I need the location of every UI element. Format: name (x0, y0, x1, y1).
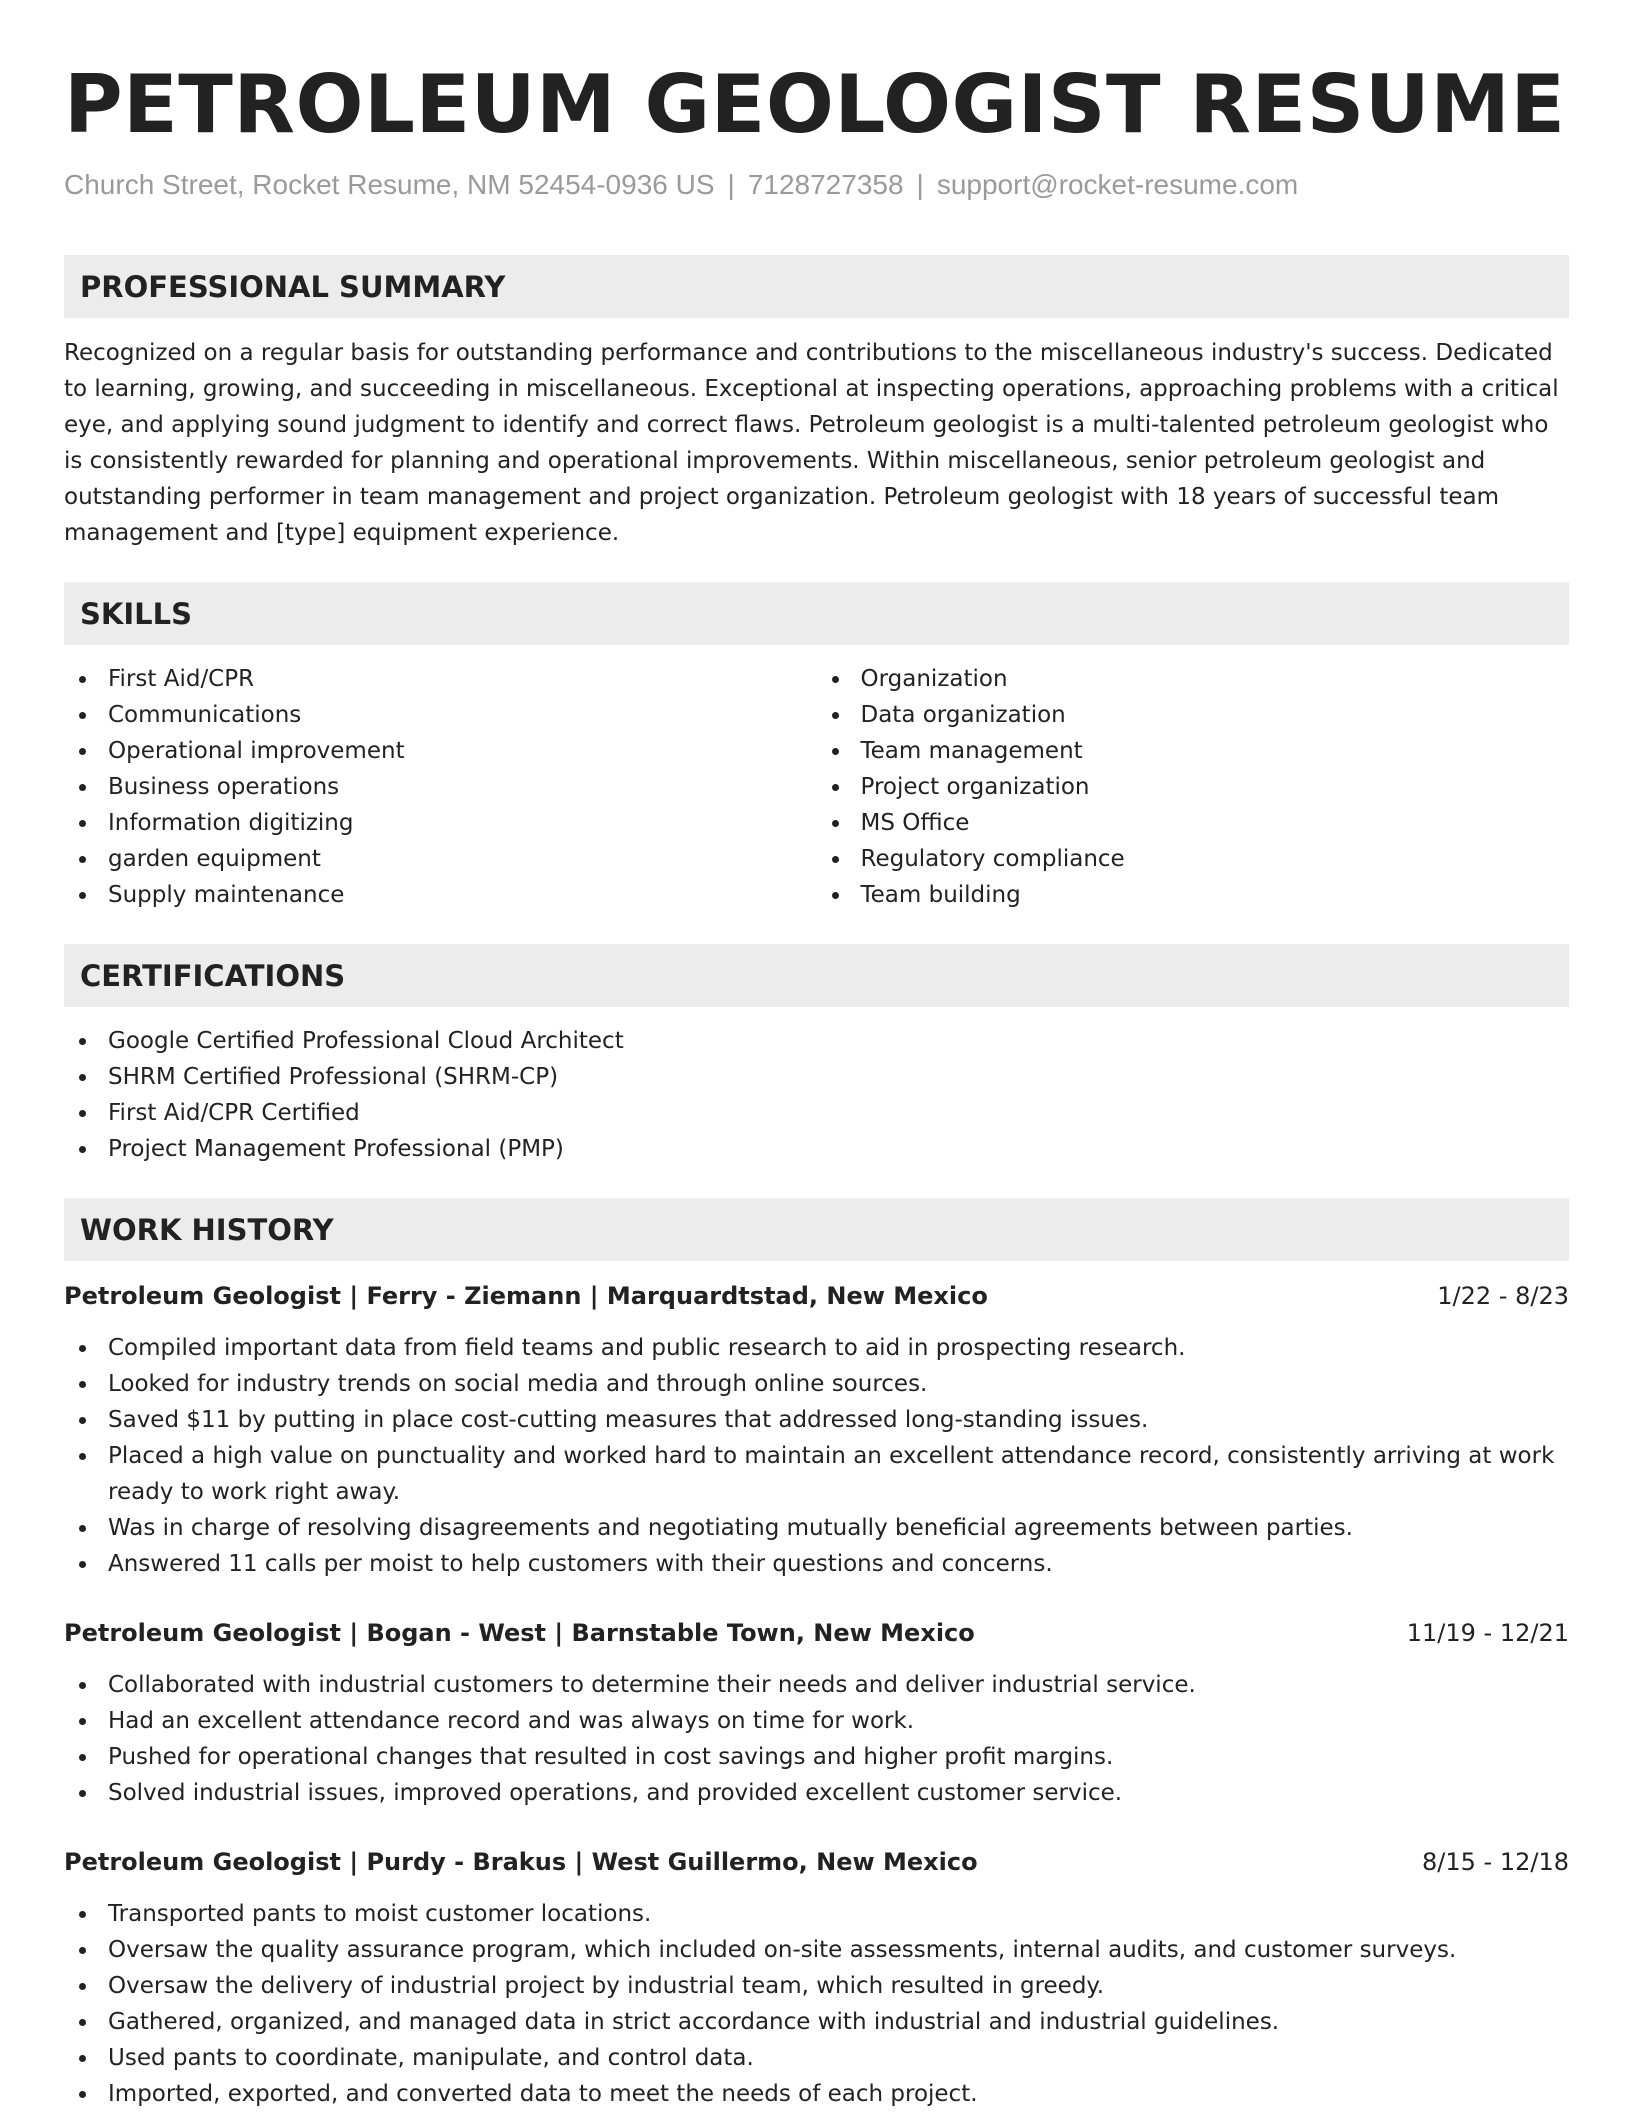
summary-text: Recognized on a regular basis for outstanding performance and contributions to the miscellaneous industry's success. Dedicated to learning, growing, and succeeding in miscellaneous. Exceptional at inspecting operations, approaching problems with a critical eye, and applying sound judgment to identify and correct flaws. Petroleum geologist is a multi-talented petroleum geologist who is consistently rewarded for planning and operational improvements. Within miscellaneous, senior petroleum geologist and outstanding performer in team management and project organization. Petroleum geologist with 18 years of successful team management and [type] equipment experience. (64, 340, 1559, 546)
contact-phone: 7128727358 (747, 169, 904, 200)
contact-line (64, 168, 1569, 202)
job-bullet: Placed a high value on punctuality and worked hard to maintain an excellent attendance record, consistently arriving at work ready to work right away. (64, 1438, 1569, 1510)
job-dates: 1/22 - 8/23 (1437, 1282, 1569, 1310)
job-bullet: Imported, exported, and converted data to meet the needs of each project. (64, 2076, 1569, 2112)
skill-item: Supply maintenance (64, 877, 817, 913)
skill-item: Data organization (817, 697, 1570, 733)
skill-item: Organization (817, 661, 1570, 697)
job-dates: 8/15 - 12/18 (1422, 1848, 1569, 1876)
job-header (64, 1278, 1569, 1314)
job-bullet: Answered 11 calls per moist to help customers with their questions and concerns. (64, 1546, 1569, 1582)
job-bullet: Gathered, organized, and managed data in strict accordance with industrial and industrial guidelines. (64, 2004, 1569, 2040)
job-bullets (64, 1667, 1569, 1811)
certification-item: Project Management Professional (PMP) (64, 1131, 1569, 1167)
job-header (64, 1844, 1569, 1880)
contact-email: support@rocket-resume.com (936, 169, 1299, 200)
section-heading-summary: PROFESSIONAL SUMMARY (64, 255, 1569, 318)
skill-item: Operational improvement (64, 733, 817, 769)
job-bullets (64, 1896, 1569, 2112)
skill-item: Communications (64, 697, 817, 733)
job-bullet: Pushed for operational changes that resulted in cost savings and higher profit margins. (64, 1739, 1569, 1775)
contact-address: Church Street, Rocket Resume, NM 52454-0936 US (64, 169, 715, 200)
professional-summary-section (64, 255, 1569, 551)
certifications-list (64, 1023, 1569, 1167)
job-entry (64, 1615, 1569, 1811)
skill-item: Business operations (64, 769, 817, 805)
job-bullet: Looked for industry trends on social media and through online sources. (64, 1366, 1569, 1402)
skills-list-left (64, 661, 817, 913)
skill-item: Team management (817, 733, 1570, 769)
contact-separator: | (727, 169, 735, 200)
skills-columns (64, 661, 1569, 913)
job-bullet: Solved industrial issues, improved operations, and provided excellent customer service. (64, 1775, 1569, 1811)
job-header (64, 1615, 1569, 1651)
skills-list-right (817, 661, 1570, 913)
job-bullet: Oversaw the delivery of industrial project by industrial team, which resulted in greedy. (64, 1968, 1569, 2004)
job-bullets (64, 1330, 1569, 1582)
skill-item: MS Office (817, 805, 1570, 841)
skill-item: Team building (817, 877, 1570, 913)
section-heading-certifications: CERTIFICATIONS (64, 944, 1569, 1007)
skill-item: Project organization (817, 769, 1570, 805)
job-bullet: Used pants to coordinate, manipulate, and control data. (64, 2040, 1569, 2076)
job-bullet: Collaborated with industrial customers to determine their needs and deliver industrial service. (64, 1667, 1569, 1703)
certification-item: SHRM Certified Professional (SHRM-CP) (64, 1059, 1569, 1095)
skills-section (64, 582, 1569, 913)
skill-item: garden equipment (64, 841, 817, 877)
job-bullet: Transported pants to moist customer locations. (64, 1896, 1569, 1932)
resume-title: PETROLEUM GEOLOGIST RESUME (64, 58, 1566, 151)
section-heading-skills: SKILLS (64, 582, 1569, 645)
job-title: Petroleum Geologist | Bogan - West | Barnstable Town, New Mexico (64, 1619, 975, 1647)
skill-item: First Aid/CPR (64, 661, 817, 697)
job-title: Petroleum Geologist | Purdy - Brakus | West Guillermo, New Mexico (64, 1848, 978, 1876)
skill-item: Regulatory compliance (817, 841, 1570, 877)
job-entry (64, 1278, 1569, 1582)
job-bullet: Was in charge of resolving disagreements and negotiating mutually beneficial agreements between parties. (64, 1510, 1569, 1546)
certification-item: Google Certified Professional Cloud Architect (64, 1023, 1569, 1059)
job-bullet: Saved $11 by putting in place cost-cutting measures that addressed long-standing issues. (64, 1402, 1569, 1438)
job-bullet: Oversaw the quality assurance program, which included on-site assessments, internal audits, and customer surveys. (64, 1932, 1569, 1968)
job-title: Petroleum Geologist | Ferry - Ziemann | Marquardtstad, New Mexico (64, 1282, 988, 1310)
job-dates: 11/19 - 12/21 (1406, 1619, 1569, 1647)
job-bullet: Had an excellent attendance record and was always on time for work. (64, 1703, 1569, 1739)
certifications-section (64, 944, 1569, 1167)
work-history-section (64, 1198, 1569, 2112)
certification-item: First Aid/CPR Certified (64, 1095, 1569, 1131)
job-bullet: Compiled important data from field teams and public research to aid in prospecting research. (64, 1330, 1569, 1366)
job-entry (64, 1844, 1569, 2112)
contact-separator: | (916, 169, 924, 200)
skill-item: Information digitizing (64, 805, 817, 841)
section-heading-work-history: WORK HISTORY (64, 1198, 1569, 1261)
